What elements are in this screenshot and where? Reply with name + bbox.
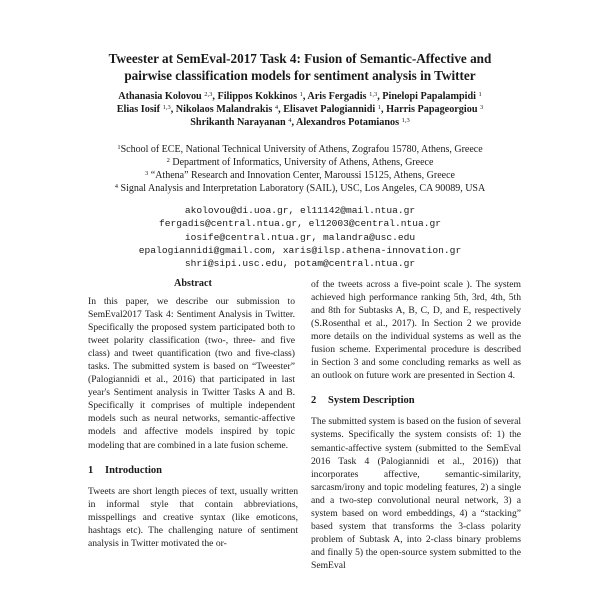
section-heading-introduction [88, 464, 298, 477]
section-title: System Description [328, 395, 415, 407]
affiliation-text: Signal Analysis and Interpretation Laboratory (SAIL), USC, Los Angeles, CA 90089, USA [120, 183, 486, 194]
author-name: Shrikanth Narayanan [190, 117, 286, 128]
affiliation-sup: 4 [114, 183, 119, 190]
section-title: Introduction [105, 464, 162, 476]
affiliation-text: “Athena” Research and Innovation Center, Maroussi 15125, Athens, Greece [150, 170, 455, 181]
author-name: Pinelopi Papalampidi [382, 91, 476, 102]
author-sup: 4 [274, 104, 279, 111]
affiliations [40, 143, 560, 195]
introduction-text: Tweets are short length pieces of text, usually written in informal style that contain abbreviations, misspellings and creative syntax (like emoticons, hashtags etc). The challenging nature of sentiment analysis in Twitter motivated the or- [88, 485, 298, 549]
title-line-1: Tweester at SemEval-2017 Task 4: Fusion of Semantic-Affective and [108, 51, 492, 66]
author-line-2: Elias Iosif $^{1,3}$, Nikolaos Malandrakis $^4$, Elisavet Palogiannidi $^1$, Harris Papageorgiou $^3$ [116, 104, 484, 115]
affiliation-text: School of ECE, National Technical University of Athens, Zografou 15780, Athens, Greece [120, 144, 483, 155]
right-column [311, 278, 521, 572]
author-name: Filippos Kokkinos [217, 91, 298, 102]
affiliation-sup: 2 [166, 157, 170, 164]
author-list [55, 90, 545, 129]
affiliation-sup: 1 [117, 144, 121, 151]
author-name: Nikolaos Malandrakis [175, 104, 273, 115]
left-column [88, 295, 298, 550]
author-sup: 1,3 [369, 91, 378, 98]
author-sup: 2,3 [204, 91, 213, 98]
affiliation-line [40, 182, 560, 195]
affiliation-line [40, 169, 560, 182]
email-line[interactable]: epalogiannidi@gmail.com, xaris@ilsp.athena-innovation.gr [138, 244, 462, 256]
abstract-heading: Abstract [174, 278, 212, 289]
email-list [40, 204, 560, 270]
author-line-1: Athanasia Kolovou $^{2,3}$, Filippos Kokkinos $^1$, Aris Fergadis $^{1,3}$, Pinelopi Papalampidi $^1$ [118, 91, 482, 102]
author-line-3: Shrikanth Narayanan $^4$, Alexandros Potamianos $^{1,3}$ [190, 117, 410, 128]
paper-title [60, 50, 540, 84]
abstract-text: In this paper, we describe our submission to SemEval2017 Task 4: Sentiment Analysis in Twitter. Specifically the proposed system participated both to tweet polarity classification (two-, three- and five class) and tweet quantification (two and five-class) tasks. The submitted system is based on “Tweester” (Palogiannidi et al., 2016) that participated in last year's Sentiment analysis in Twitter Tasks A and B. Specifically it comprises of multiple independent models such as neural networks, semantic-affective models and affective models inspired by topic modeling that are combined in a late fusion scheme. [88, 296, 295, 451]
author-name: Elias Iosif [116, 104, 161, 115]
affiliation-text: Department of Informatics, University of Athens, Athens, Greece [172, 157, 434, 168]
affiliation-line [40, 143, 560, 156]
author-sup: 1,3 [401, 117, 410, 124]
author-sup: 1 [377, 104, 381, 111]
section-number: 2 [311, 395, 317, 407]
section-number: 1 [88, 464, 94, 476]
author-name: Athanasia Kolovou [118, 91, 202, 102]
affiliation-sup: 3 [145, 170, 149, 177]
author-name: Aris Fergadis [307, 91, 367, 102]
email-line[interactable]: fergadis@central.ntua.gr, el12003@central.ntua.gr [158, 218, 442, 230]
author-name: Harris Papageorgiou [386, 104, 478, 115]
system-description-text: The submitted system is based on the fusion of several systems. Specifically the system consists of: 1) the semantic-affective system (submitted to the SemEval 2016 Task 4 (Palogiannidi et al., 2016)) that incorporates affective, semantic-similarity, sarcasm/irony and topic modeling features, 2) a single and a two-step convolutional neural network, 3) a system based on word embeddings, 4) a “stacking” based system that transforms the 3-class polarity problem of Subtask A, into 2-class binary problems and finally 5) the open-source system submitted to the SemEval [311, 416, 521, 571]
email-line[interactable]: iosife@central.ntua.gr, malandra@usc.edu [184, 231, 416, 243]
author-sup: 1,3 [162, 104, 171, 111]
author-sup: 3 [480, 104, 484, 111]
section-heading-system-description [311, 394, 521, 407]
author-name: Alexandros Potamianos [295, 117, 400, 128]
title-line-2: pairwise classification models for sentiment analysis in Twitter [124, 68, 476, 83]
author-sup: 4 [288, 117, 292, 124]
email-line[interactable]: akolovou@di.uoa.gr, el11142@mail.ntua.gr [184, 205, 416, 216]
affiliation-line [40, 156, 560, 169]
author-name: Elisavet Palogiannidi [283, 104, 376, 115]
email-line[interactable]: shri@sipi.usc.edu, potam@central.ntua.gr [184, 258, 416, 270]
author-sup: 1 [478, 91, 482, 98]
intro-continued-text: of the tweets across a five-point scale ). The system achieved high performance ranking 5th, 3rd, 4th, 5th and 8th for Subtasks A, B, C, D, and E, respectively (S.Rosenthal et al., 2017). In Section 2 we provide more details on the individual systems as well as the fusion scheme. Experimental procedure is described in Section 3 and some concluding remarks as well as an outlook on future work are presented in Section 4. [311, 279, 521, 382]
author-sup: 1 [299, 91, 303, 98]
